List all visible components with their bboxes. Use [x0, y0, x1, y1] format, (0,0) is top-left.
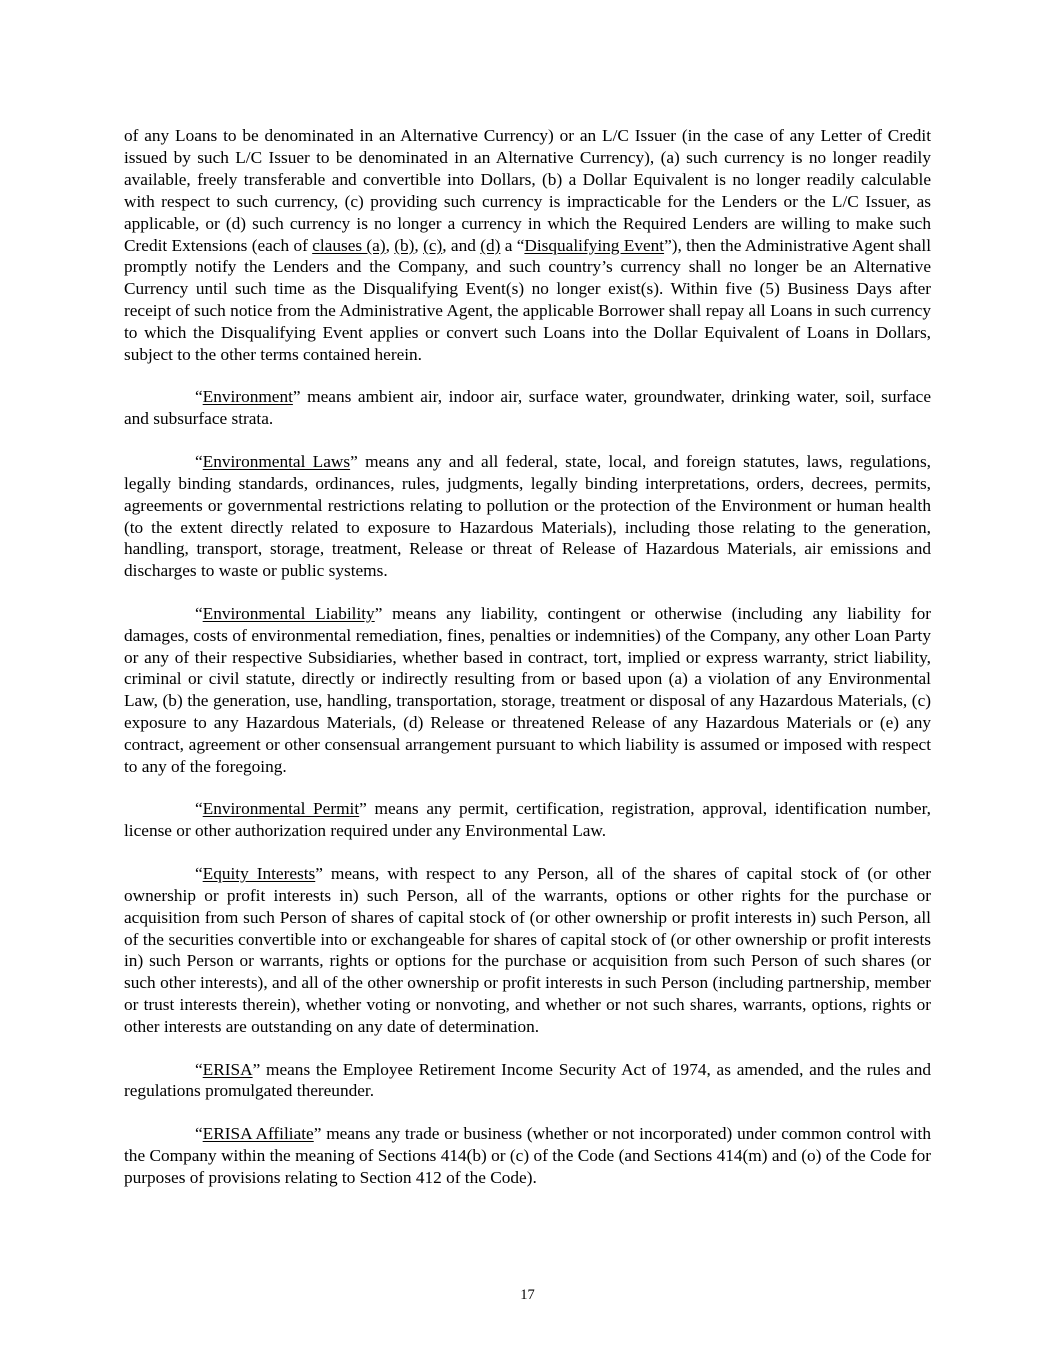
definition-text: ” means the Employee Retirement Income Security Act of 1974, as amended, and the rules and regulations promulgated thereunder.	[124, 1059, 931, 1101]
defined-term: Equity Interests	[202, 863, 316, 883]
clause-ref-d: (d)	[480, 235, 501, 255]
definition-environmental-laws	[124, 451, 931, 582]
definition-text: ” means any permit, certification, registration, approval, identification number, license or other authorization required under any Environmental Law.	[124, 799, 931, 841]
defined-term: Environment	[202, 387, 293, 407]
open-quote: “	[195, 603, 203, 623]
open-quote: “	[195, 387, 203, 407]
defined-term: Environmental Laws	[202, 451, 351, 471]
intro-sep-3: , and	[442, 235, 481, 255]
definition-environmental-permit	[124, 798, 931, 842]
defined-term: Environmental Liability	[202, 603, 375, 623]
definition-environmental-liability	[124, 603, 931, 778]
open-quote: “	[195, 799, 203, 819]
definition-text: ” means any trade or business (whether or not incorporated) under common control with the Company within the meaning of Sections 414(b) or (c) of the Code (and Sections 414(m) and (o) of the Code for purposes of provisions relating to Section 412 of the Code).	[124, 1123, 931, 1187]
open-quote: “	[195, 1059, 203, 1079]
definition-environment	[124, 386, 931, 430]
document-body	[124, 125, 931, 1209]
definition-equity-interests	[124, 863, 931, 1038]
definition-erisa	[124, 1059, 931, 1103]
clause-ref-a: clauses (a)	[312, 235, 386, 255]
intro-text-1: of any Loans to be denominated in an Alternative Currency) or an L/C Issuer (in the case of any Letter of Credit issued by such L/C Issuer to be denominated in an Alternative Currency), (a) such currency is no longer readily available, freely transferable and convertible into Dollars, (b) a Dollar Equivalent is no longer readily calculable with respect to such currency, (c) providing such currency is impracticable for the Lenders or the L/C Issuer, as applicable, or (d) such currency is no longer a currency in which the Required Lenders are willing to make such Credit Extensions (each of	[124, 126, 931, 255]
defined-term-disqualifying-event: Disqualifying Event	[524, 235, 665, 255]
definition-text: ” means ambient air, indoor air, surface water, groundwater, drinking water, soil, surface and subsurface strata.	[124, 387, 931, 429]
intro-text-3: ”), then the Administrative Agent shall promptly notify the Lenders and the Company, and such country’s currency shall no longer be an Alternative Currency until such time as the Disqualifying Event(s) no longer exist(s). Within five (5) Business Days after receipt of such notice from the Administrative Agent, the applicable Borrower shall repay all Loans in such currency to which the Disqualifying Event applies or convert such Loans into the Dollar Equivalent of Loans in Dollars, subject to the other terms contained herein.	[124, 235, 931, 365]
clause-ref-b: (b)	[394, 235, 415, 255]
open-quote: “	[195, 451, 203, 471]
clause-ref-c: (c)	[423, 235, 443, 255]
definition-text: ” means any and all federal, state, local, and foreign statutes, laws, regulations, legally binding standards, ordinances, rules, judgments, legally binding interpretations, orders, decrees, permits, agreements or governmental restrictions relating to pollution or the protection of the Environment or human health (to the extent directly related to exposure to Hazardous Materials), including those relating to the generation, handling, transport, storage, treatment, Release or threat of Release of Hazardous Materials, air emissions and discharges to waste or public systems.	[124, 451, 931, 581]
intro-text-2: a “	[500, 235, 525, 255]
open-quote: “	[195, 1123, 203, 1143]
intro-sep-2: ,	[414, 235, 424, 255]
definition-erisa-affiliate	[124, 1123, 931, 1189]
definition-text: ” means, with respect to any Person, all of the shares of capital stock of (or other ownership or profit interests in) such Person, all of the warrants, options or other rights for the purchase or acquisition from such Person of shares of capital stock of (or other ownership or profit interests in) such Person, all of the securities convertible into or exchangeable for shares of capital stock of (or other ownership or profit interests in) such Person or warrants, rights or options for the purchase or acquisition from such Person of such shares (or such other interests), and all of the other ownership or profit interests in such Person (including partnership, member or trust interests therein), whether voting or nonvoting, and whether or not such shares, warrants, options, rights or other interests are outstanding on any date of determination.	[124, 863, 931, 1037]
intro-sep-1: ,	[385, 235, 395, 255]
defined-term: Environmental Permit	[202, 799, 360, 819]
definition-text: ” means any liability, contingent or otherwise (including any liability for damages, costs of environmental remediation, fines, penalties or indemnities) of the Company, any other Loan Party or any of their respective Subsidiaries, whether based in contract, tort, implied or express warranty, strict liability, criminal or civil statute, directly or indirectly resulting from or based upon (a) a violation of any Environmental Law, (b) the generation, use, handling, transportation, storage, treatment or disposal of any Hazardous Materials, (c) exposure to any Hazardous Materials, (d) Release or threatened Release of any Hazardous Materials or (e) any contract, agreement or other consensual arrangement pursuant to which liability is assumed or imposed with respect to any of the foregoing.	[124, 603, 931, 777]
continuation-paragraph	[124, 125, 931, 366]
defined-term: ERISA Affiliate	[202, 1123, 314, 1143]
defined-term: ERISA	[202, 1059, 253, 1079]
open-quote: “	[195, 863, 203, 883]
page-number: 17	[520, 1287, 535, 1303]
